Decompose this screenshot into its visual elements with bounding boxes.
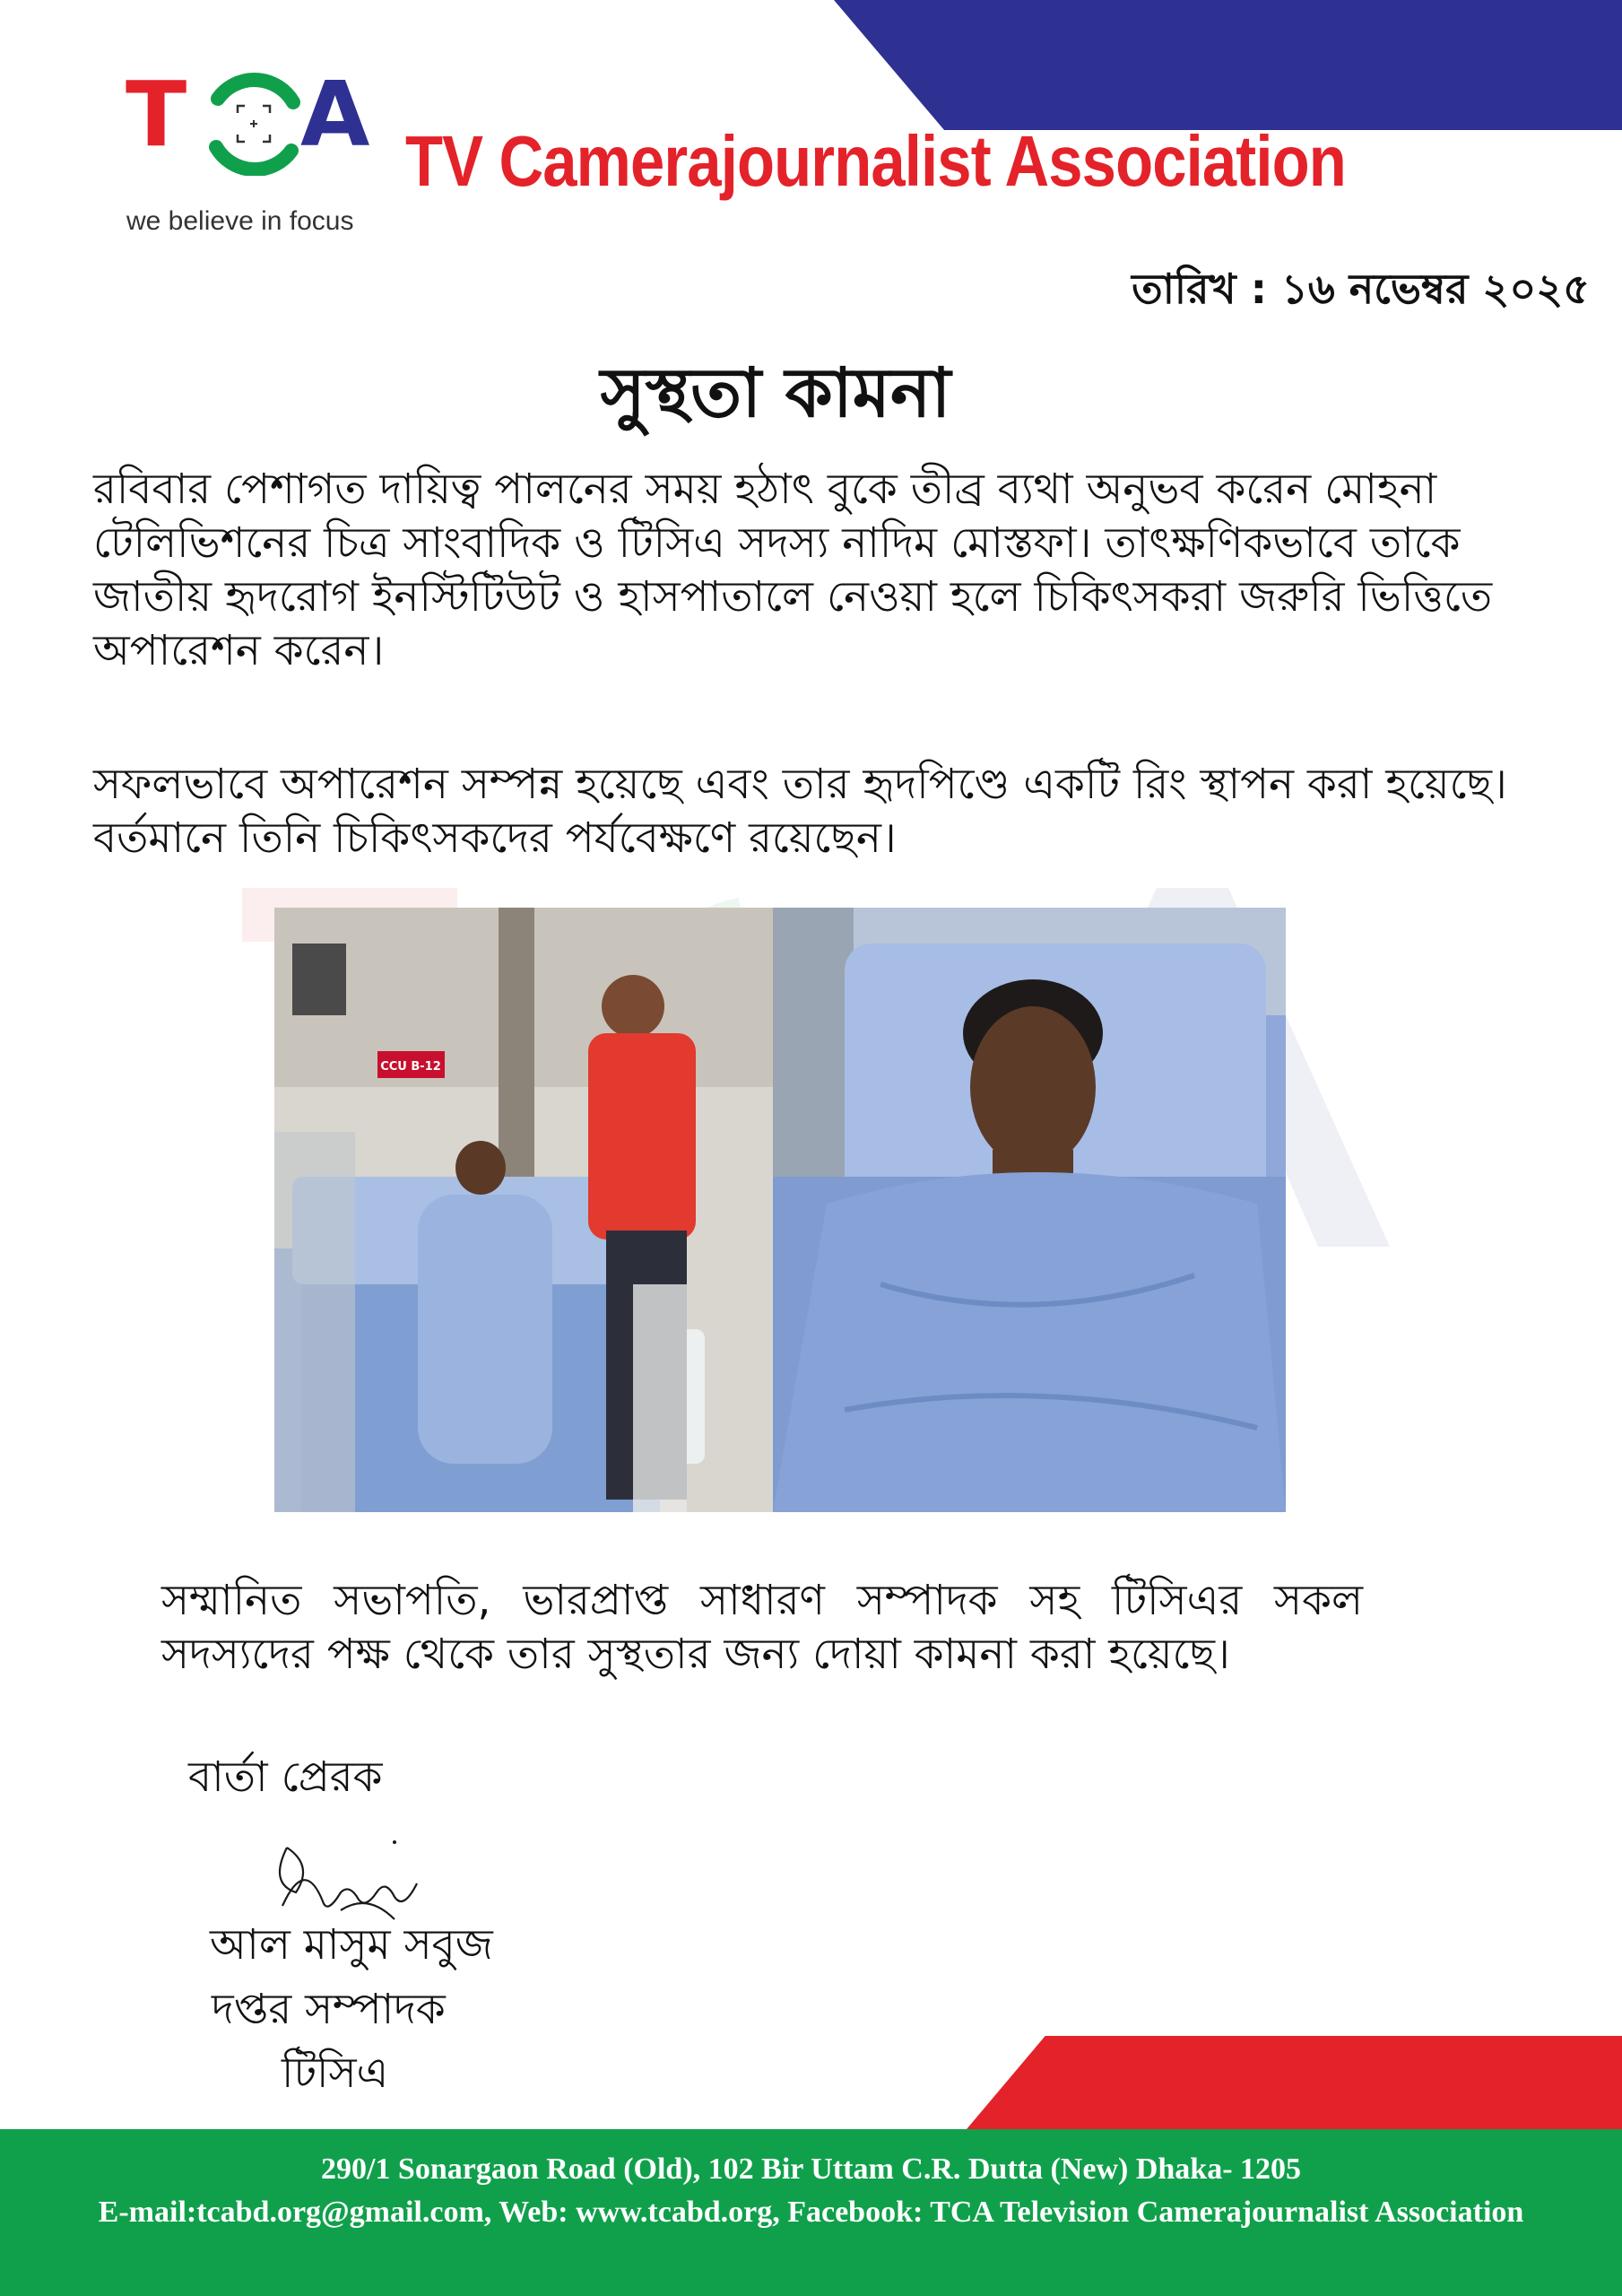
signatory-role: দপ্তর সম্পাদক (212, 1985, 446, 2034)
signatory-name: আল মাসুম সবুজ (210, 1920, 493, 1970)
header-blue-band (834, 0, 1622, 130)
paragraph-prayer: সম্মানিত সভাপতি, ভারপ্রাপ্ত সাধারণ সম্পাদক সহ টিসিএর সকল সদস্যদের পক্ষ থেকে তার সুস্থতার জন্য দোয়া কামনা করা হয়েছে। (161, 1576, 1363, 1679)
footer-contacts: E-mail:tcabd.org@gmail.com, Web: www.tcabd.org, Facebook: TCA Television Camerajournalist Association (98, 2196, 1524, 2229)
sender-label: বার্তা প্রেরক (188, 1752, 383, 1802)
hospital-ward-photo (274, 908, 785, 1512)
signatory-organization: টিসিএ (282, 2048, 389, 2098)
date-line: তারিখ : ১৬ নভেম্বর ২০২৫ (1132, 265, 1590, 313)
logo-letter-a: A (300, 62, 370, 167)
paragraph-incident: রবিবার পেশাগত দায়িত্ব পালনের সময় হঠাৎ বুকে তীব্র ব্যথা অনুভব করেন মোহনা টেলিভিশনের চিত্র সাংবাদিক ও টিসিএ সদস্য নাদিম মোস্তফা। তাৎক্ষণিকভাবে তাকে জাতীয় হৃদরোগ ইনস্টিটিউট ও হাসপাতালে নেওয়া হলে চিকিৎসকরা জরুরি ভিত্তিতে অপারেশন করেন। (93, 465, 1493, 675)
paragraph-surgery: সফলভাবে অপারেশন সম্পন্ন হয়েছে এবং তার হৃদপিণ্ডে একটি রিং স্থাপন করা হয়েছে। বর্তমানে তিনি চিকিৎসকদের পর্যবেক্ষণে রয়েছেন। (93, 760, 1507, 863)
footer (0, 2129, 1622, 2296)
tca-logo (121, 62, 381, 240)
footer-red-band (967, 2036, 1622, 2129)
logo-camera-focus-icon (202, 72, 306, 176)
photo-collage (274, 908, 1286, 1512)
svg-text:CCU B-12: CCU B-12 (380, 1060, 441, 1074)
logo-tagline: we believe in focus (126, 206, 354, 236)
page-title: সুস্থতা কামনা (600, 352, 951, 432)
logo-letter-t: T (126, 62, 187, 167)
organization-name: TV Camerajournalist Association (405, 121, 1346, 201)
footer-address: 290/1 Sonargaon Road (Old), 102 Bir Uttam C.R. Dutta (New) Dhaka- 1205 (320, 2152, 1302, 2186)
patient-closeup-photo (773, 908, 1286, 1512)
